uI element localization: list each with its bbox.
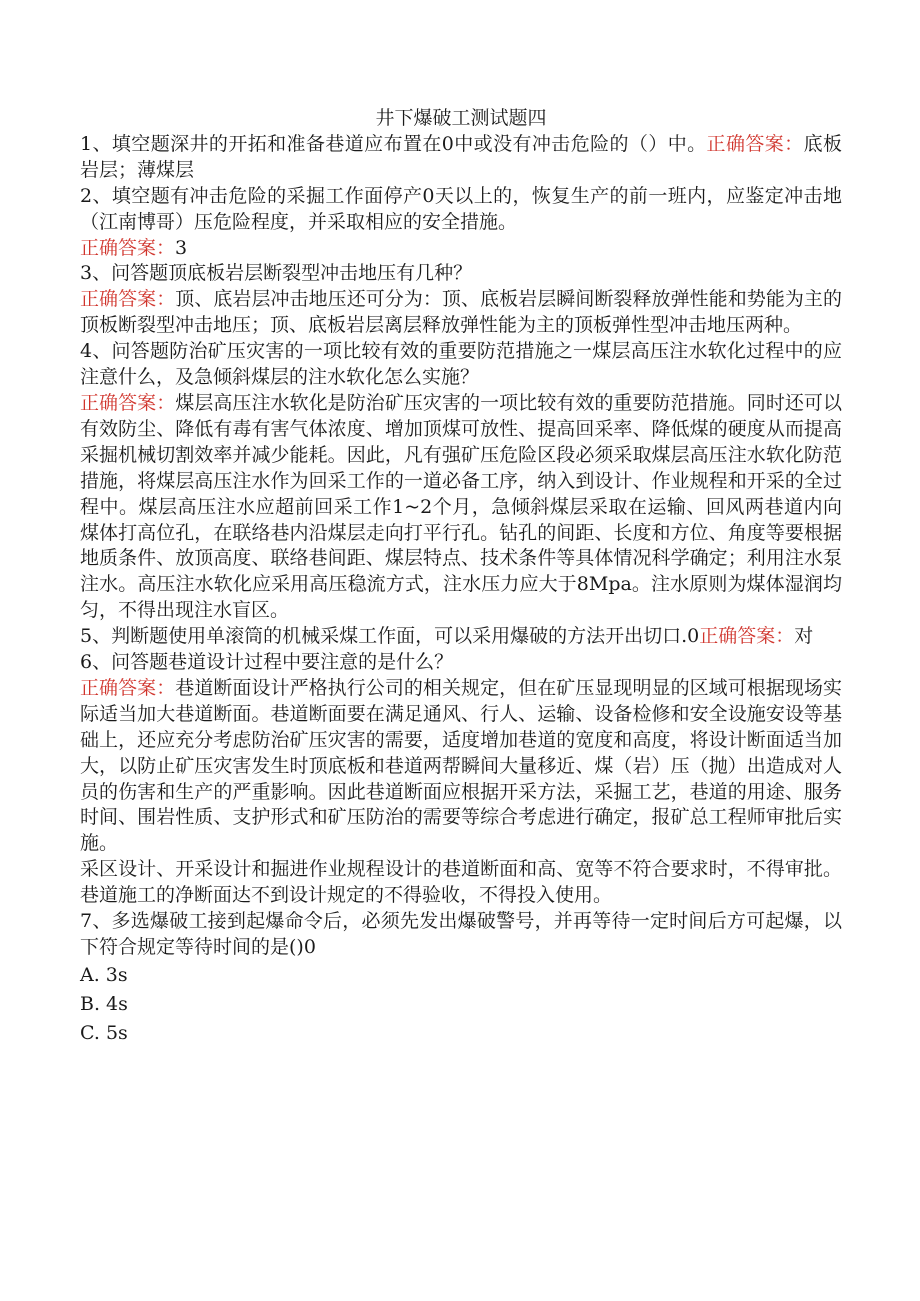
question-5-answer: 对 [794, 625, 814, 648]
question-2-answer-line [80, 236, 842, 262]
question-2-text: 2、填空题有冲击危险的采掘工作面停产0天以上的，恢复生产的前一班内，应鉴定冲击地（江南博哥）压危险程度，并采取相应的安全措施。 [80, 184, 842, 233]
question-4-answer: 煤层高压注水软化是防治矿压灾害的一项比较有效的重要防范措施。同时还可以有效防尘、降低有毒有害气体浓度、增加顶煤可放性、提高回采率、降低煤的硬度从而提高采掘机械切割效率并减少能耗。因此，凡有强矿压危险区段必须采取煤层高压注水软化防范措施，将煤层高压注水作为回采工作的一道必备工序，纳入到设计、作业规程和开采的全过程中。煤层高压注水应超前回采工作1~2个月，急倾斜煤层采取在运输、回风两巷道内向煤体打高位孔，在联络巷内沿煤层走向打平行孔。钻孔的间距、长度和方位、角度等要根据地质条件、放顶高度、联络巷间距、煤层特点、技术条件等具体情况科学确定；利用注水泵注水。高压注水软化应采用高压稳流方式，注水压力应大于8Mpa。注水原则为煤体湿润均匀，不得出现注水盲区。 [80, 391, 842, 622]
question-1-answer-label: 正确答案： [706, 132, 804, 155]
question-6-extra: 采区设计、开采设计和掘进作业规程设计的巷道断面和高、宽等不符合要求时，不得审批。巷道施工的净断面达不到设计规定的不得验收，不得投入使用。 [80, 858, 842, 907]
document-page [80, 106, 842, 1048]
question-7-option-c: C. 5s [80, 1021, 128, 1044]
question-6-answer: 巷道断面设计严格执行公司的相关规定，但在矿压显现明显的区域可根据现场实际适当加大巷道断面。巷道断面要在满足通风、行人、运输、设备检修和安全设施安设等基础上，还应充分考虑防治矿压灾害的需要，适度增加巷道的宽度和高度，将设计断面适当加大，以防止矿压灾害发生时顶底板和巷道两帮瞬间大量移近、煤（岩）压（抛）出造成对人员的伤害和生产的严重影响。因此巷道断面应根据开采方法，采掘工艺，巷道的用途、服务时间、围岩性质、支护形式和矿压防治的需要等综合考虑进行确定，报矿总工程师审批后实施。 [80, 676, 842, 855]
question-4-answer-label: 正确答案： [80, 391, 176, 414]
question-1-text: 1、填空题深井的开拓和准备巷道应布置在0中或没有冲击危险的（）中。 [80, 132, 707, 155]
question-4-text: 4、问答题防治矿压灾害的一项比较有效的重要防范措施之一煤层高压注水软化过程中的应注意什么，及急倾斜煤层的注水软化怎么实施？ [80, 340, 842, 389]
question-3-answer: 顶、底岩层冲击地压还可分为：顶、底板岩层瞬间断裂释放弹性能和势能为主的顶板断裂型冲击地压；顶、底板岩层离层释放弹性能为主的顶板弹性型冲击地压两种。 [80, 288, 842, 337]
question-7-text: 7、多选爆破工接到起爆命令后，必须先发出爆破警号，并再等待一定时间后方可起爆，以下符合规定等待时间的是()0 [80, 910, 842, 958]
question-3 [80, 261, 842, 287]
question-1-answer: 底板岩层；薄煤层 [80, 132, 842, 181]
question-2-answer-label: 正确答案： [80, 236, 176, 259]
question-4 [80, 339, 842, 391]
document-title: 井下爆破工测试题四 [375, 107, 547, 129]
question-3-text: 3、问答题顶底板岩层断裂型冲击地压有几种？ [80, 262, 473, 285]
question-7-option-a: A. 3s [80, 963, 128, 986]
question-5-answer-label: 正确答案： [699, 625, 795, 648]
question-1 [80, 132, 842, 184]
question-2 [80, 184, 842, 236]
question-5-text: 5、判断题使用单滚筒的机械采煤工作面，可以采用爆破的方法开出切口.0 [80, 625, 700, 648]
question-6 [80, 650, 842, 676]
question-6-answer-label: 正确答案： [80, 676, 176, 699]
question-7 [80, 909, 842, 961]
question-7-option-b: B. 4s [80, 992, 128, 1015]
question-5 [80, 624, 842, 650]
question-3-answer-line [80, 287, 842, 339]
question-6-answer-line [80, 676, 842, 857]
question-4-answer-line [80, 391, 842, 624]
question-3-answer-label: 正确答案： [80, 288, 176, 311]
question-6-text: 6、问答题巷道设计过程中要注意的是什么？ [80, 651, 454, 674]
question-2-answer: 3 [175, 236, 188, 259]
